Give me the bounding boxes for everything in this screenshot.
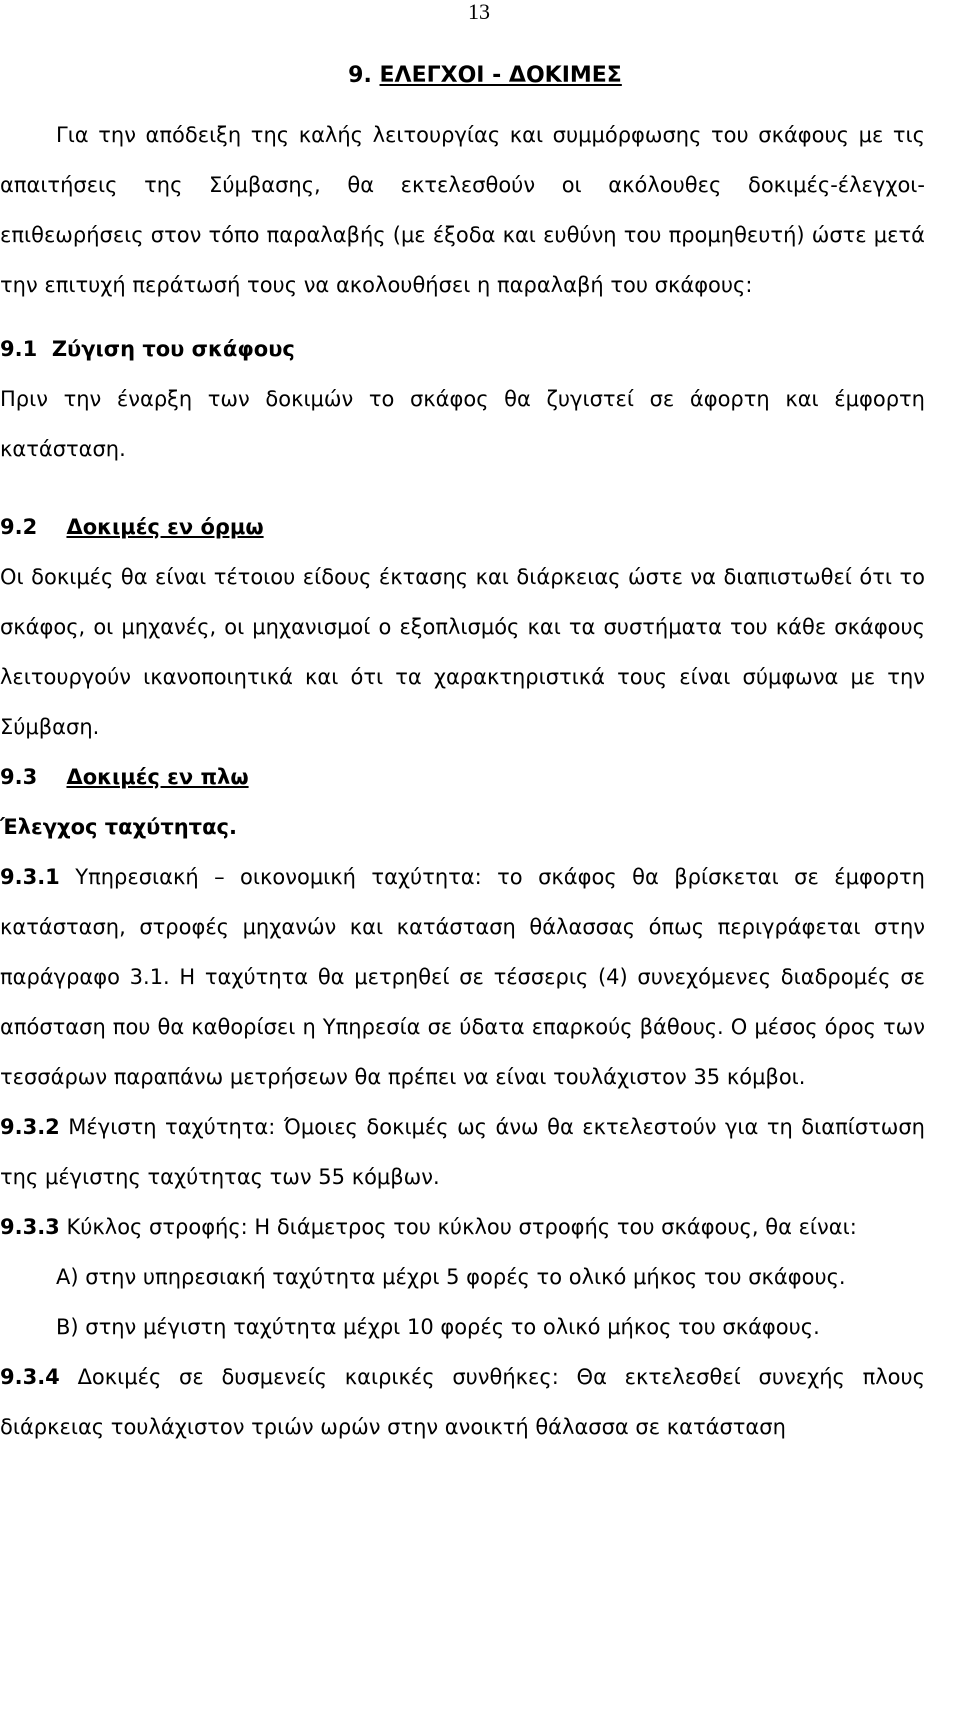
item-number-9-3-4: 9.3.4 [0, 1365, 60, 1389]
section-title-text: ΕΛΕΓΧΟΙ - ΔΟΚΙΜΕΣ [379, 63, 622, 88]
heading-9-2-text: Δοκιμές εν όρμω [66, 515, 264, 539]
paragraph-9-3-4 [0, 1352, 925, 1452]
paragraph-sub-b: Β) στην μέγιστη ταχύτητα μέχρι 10 φορές το ολικό μήκος του σκάφους. [56, 1315, 820, 1339]
item-text-9-3-2: Μέγιστη ταχύτητα: Όμοιες δοκιμές ως άνω θα εκτελεστούν για τη διαπίστωση της μέγιστης ταχύτητας των 55 κόμβων. [0, 1115, 925, 1189]
heading-9-1-number: 9.1 [0, 337, 38, 361]
heading-9-3-number: 9.3 [0, 765, 38, 789]
item-number-9-3-1: 9.3.1 [0, 865, 60, 889]
paragraph-9-1: Πριν την έναρξη των δοκιμών το σκάφος θα ζυγιστεί σε άφορτη και έμφορτη κατάσταση. [0, 387, 925, 461]
heading-9-3 [0, 752, 925, 802]
section-title [0, 56, 925, 96]
paragraph-sub-a: Α) στην υπηρεσιακή ταχύτητα μέχρι 5 φορές το ολικό μήκος του σκάφους. [56, 1265, 846, 1289]
heading-9-1-text: Ζύγιση του σκάφους [51, 337, 295, 361]
section-title-number: 9. [348, 63, 372, 88]
item-text-9-3-3: Κύκλος στροφής: Η διάμετρος του κύκλου στροφής του σκάφους, θα είναι: [66, 1215, 857, 1239]
heading-9-1 [0, 324, 925, 374]
heading-9-3-text: Δοκιμές εν πλω [66, 765, 249, 789]
item-number-9-3-3: 9.3.3 [0, 1215, 60, 1239]
item-number-9-3-2: 9.3.2 [0, 1115, 60, 1139]
heading-9-2 [0, 502, 925, 552]
paragraph-9-2: Οι δοκιμές θα είναι τέτοιου είδους έκτασης και διάρκειας ώστε να διαπιστωθεί ότι το σκάφος, οι μηχανές, οι μηχανισμοί ο εξοπλισμός και τα συστήματα του κάθε σκάφους λειτουργούν ικανοποιητικά και ότι τα χαρακτηριστικά τους είναι σύμφωνα με την Σύμβαση. [0, 565, 925, 739]
paragraph-9-3-2 [0, 1102, 925, 1202]
document-content [0, 56, 925, 1452]
page-number: 13 [468, 0, 490, 24]
intro-paragraph: Για την απόδειξη της καλής λειτουργίας και συμμόρφωσης του σκάφους με τις απαιτήσεις της Σύμβασης, θα εκτελεσθούν οι ακόλουθες δοκιμές-έλεγχοι-επιθεωρήσεις στον τόπο παραλαβής (με έξοδα και ευθύνη του προμηθευτή) ώστε μετά την επιτυχή περάτωσή τους να ακολουθήσει η παραλαβή του σκάφους: [0, 123, 925, 297]
item-text-9-3-1: Υπηρεσιακή – οικονομική ταχύτητα: το σκάφος θα βρίσκεται σε έμφορτη κατάσταση, στροφές μηχανών και κατάσταση θάλασσας όπως περιγράφεται στην παράγραφο 3.1. Η ταχύτητα θα μετρηθεί σε τέσσερις (4) συνεχόμενες διαδρομές σε απόσταση που θα καθορίσει η Υπηρεσία σε ύδατα επαρκούς βάθους. Ο μέσος όρος των τεσσάρων παραπάνω μετρήσεων θα πρέπει να είναι τουλάχιστον 35 κόμβοι. [0, 865, 925, 1089]
subheading-speed-check: Έλεγχος ταχύτητας. [0, 815, 237, 839]
item-text-9-3-4: Δοκιμές σε δυσμενείς καιρικές συνθήκες: Θα εκτελεσθεί συνεχής πλους διάρκειας τουλάχιστον τριών ωρών στην ανοικτή θάλασσα σε κατάσταση [0, 1365, 925, 1439]
heading-9-2-number: 9.2 [0, 515, 38, 539]
paragraph-9-3-1 [0, 852, 925, 1102]
paragraph-9-3-3 [0, 1202, 925, 1252]
